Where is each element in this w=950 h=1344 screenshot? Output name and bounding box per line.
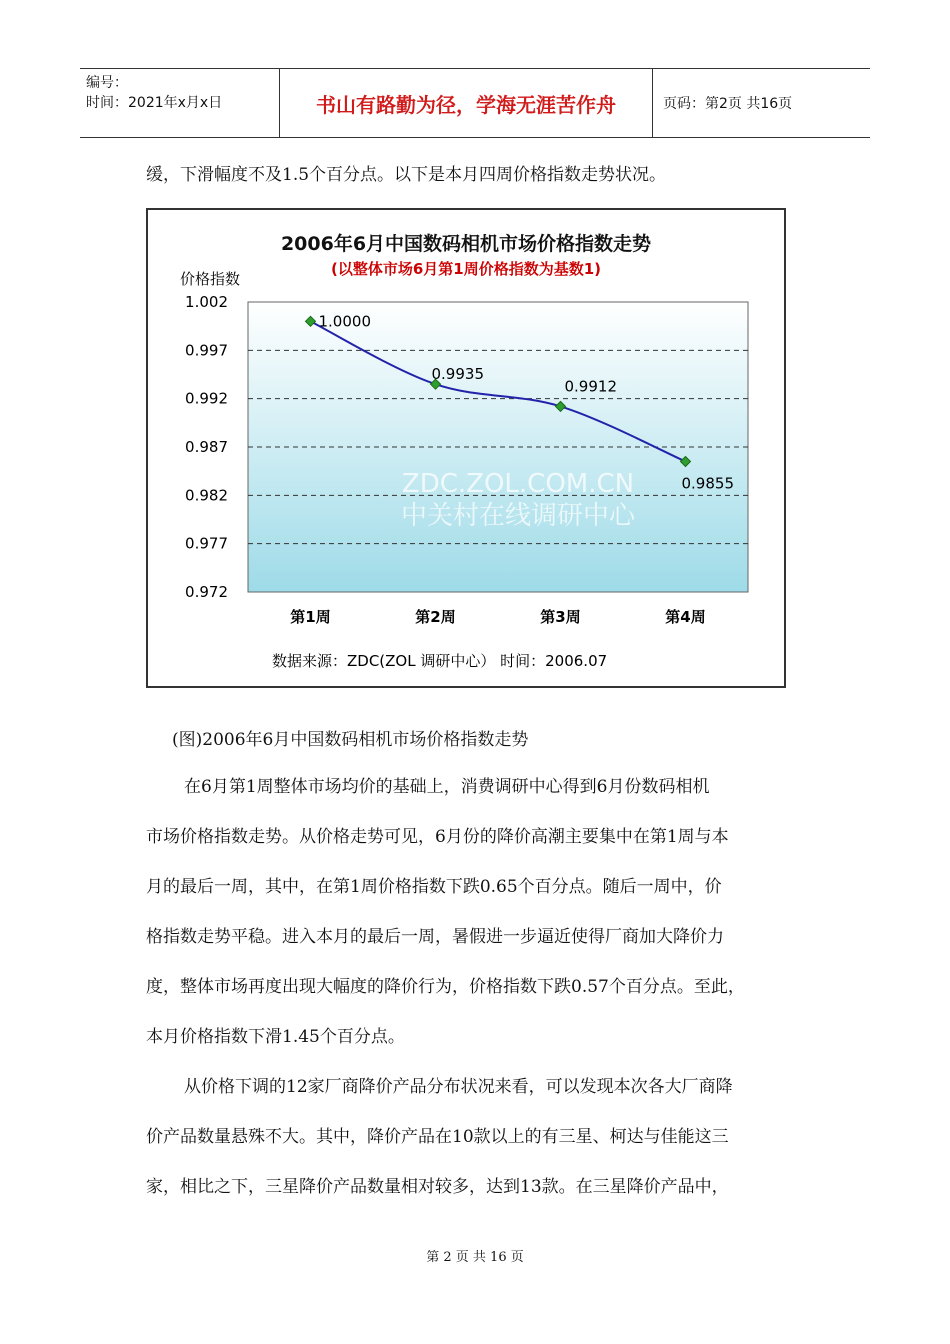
- paragraph-line: 月的最后一周，其中，在第1周价格指数下跌0.65个百分点。随后一周中，价: [146, 877, 722, 897]
- page-footer: 第 2 页 共 16 页: [426, 1250, 524, 1265]
- figure-caption: (图)2006年6月中国数码相机市场价格指数走势: [172, 730, 529, 750]
- y-tick-label: 0.997: [185, 341, 228, 360]
- data-label: 0.9855: [681, 474, 734, 493]
- header-motto: 书山有路勤为径，学海无涯苦作舟: [280, 69, 653, 137]
- y-tick-label: 0.987: [185, 438, 228, 456]
- chart-title: 2006年6月中国数码相机市场价格指数走势: [280, 233, 652, 255]
- chart-source-note: 数据来源：ZDC(ZOL 调研中心） 时间：2006.07: [272, 652, 608, 670]
- chart-subtitle: (以整体市场6月第1周价格指数为基数1): [330, 260, 602, 278]
- data-label: 0.9935: [431, 365, 484, 384]
- y-tick-label: 0.977: [185, 534, 228, 553]
- date-line: 时间：2021年x月x日: [86, 95, 223, 111]
- paragraph-line: 度，整体市场再度出现大幅度的降价行为，价格指数下跌0.57个百分点。至此，: [146, 977, 745, 997]
- x-tick-label: 第2周: [415, 608, 456, 626]
- paragraph-line: 格指数走势平稳。进入本月的最后一周，暑假进一步逼近使得厂商加大降价力: [146, 927, 724, 947]
- y-tick-label: 0.972: [185, 583, 228, 601]
- header-page-info: 页码：第2页 共16页: [663, 96, 793, 112]
- paragraph-line: 在6月第1周整体市场均价的基础上，消费调研中心得到6月份数码相机: [184, 777, 710, 797]
- x-tick-label: 第1周: [290, 608, 331, 626]
- y-tick-label: 0.982: [185, 486, 228, 505]
- watermark-text: ZDC.ZOL.COM.CN: [401, 469, 635, 499]
- chart-ylabel: 价格指数: [180, 270, 241, 288]
- data-label: 1.0000: [318, 312, 371, 331]
- paragraph-line: 从价格下调的12家厂商降价产品分布状况来看，可以发现本次各大厂商降: [184, 1077, 733, 1097]
- paragraph-line: 市场价格指数走势。从价格走势可见，6月份的降价高潮主要集中在第1周与本: [146, 827, 729, 847]
- paragraph-line: 家，相比之下，三星降价产品数量相对较多，达到13款。在三星降价产品中，: [146, 1177, 729, 1197]
- data-label: 0.9912: [564, 377, 617, 396]
- watermark-text: 中关村在线调研中心: [400, 501, 636, 531]
- doc-number-label: 编号：: [86, 75, 128, 91]
- paragraph-line: 价产品数量悬殊不大。其中，降价产品在10款以上的有三星、柯达与佳能这三: [146, 1127, 729, 1147]
- page-header: [80, 68, 870, 138]
- paragraph-line: 本月价格指数下滑1.45个百分点。: [146, 1027, 405, 1047]
- y-tick-labels: [185, 293, 228, 601]
- header-meta: [80, 69, 280, 137]
- price-index-chart: [146, 208, 786, 688]
- y-tick-label: 0.992: [185, 389, 228, 408]
- chart-svg: [148, 210, 784, 686]
- x-tick-label: 第3周: [540, 608, 581, 626]
- x-tick-labels: [290, 608, 705, 626]
- x-tick-label: 第4周: [665, 608, 706, 626]
- intro-line: 缓，下滑幅度不及1.5个百分点。以下是本月四周价格指数走势状况。: [146, 165, 667, 185]
- y-tick-label: 1.002: [185, 293, 228, 311]
